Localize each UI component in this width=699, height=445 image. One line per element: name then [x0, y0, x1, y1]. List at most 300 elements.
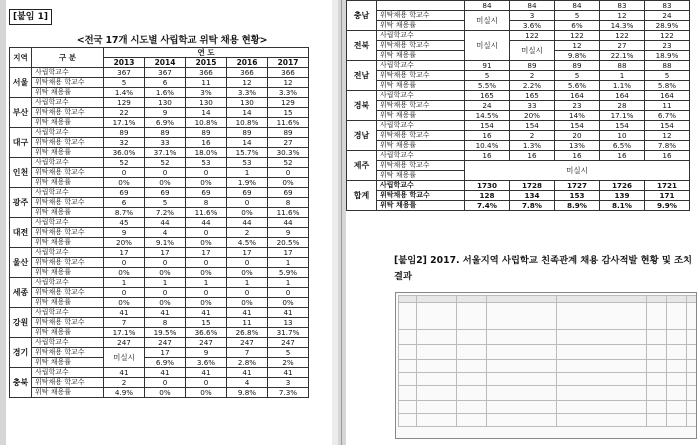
value-cell: 33	[145, 138, 186, 148]
thumbnail-cell	[687, 386, 697, 401]
value-cell: 32	[104, 138, 145, 148]
thumbnail-cell	[487, 386, 557, 401]
value-cell: 366	[186, 68, 227, 78]
table-row	[347, 181, 690, 191]
value-cell: 6%	[555, 21, 600, 31]
thumbnail-cell	[417, 330, 457, 345]
value-cell: 17.1%	[104, 118, 145, 128]
value-cell: 84	[465, 1, 510, 11]
value-cell: 6.9%	[145, 358, 186, 368]
table-row	[347, 141, 690, 151]
value-cell: 0	[186, 288, 227, 298]
value-cell: 9.8%	[227, 388, 268, 398]
table-row	[10, 98, 309, 108]
value-cell: 30.3%	[268, 148, 309, 158]
table-row	[10, 228, 309, 238]
value-cell: 52	[268, 158, 309, 168]
category-cell: 위탁채용 학교수	[32, 138, 104, 148]
category-cell: 사립학교수	[377, 151, 465, 161]
table-row	[10, 188, 309, 198]
value-cell: 15	[186, 318, 227, 328]
category-cell: 위탁채용 학교수	[32, 318, 104, 328]
value-cell: 154	[645, 121, 690, 131]
thumbnail-cell	[487, 401, 557, 414]
value-cell: 0%	[227, 268, 268, 278]
value-cell: 16	[465, 151, 510, 161]
value-cell: 10.8%	[227, 118, 268, 128]
value-cell: 1728	[510, 181, 555, 191]
category-cell: 사립학교수	[32, 158, 104, 168]
category-cell: 사립학교수	[32, 188, 104, 198]
thumbnail-cell	[399, 330, 417, 345]
value-cell: 22.1%	[600, 51, 645, 61]
value-cell: 89	[555, 61, 600, 71]
value-cell: 7.8%	[510, 201, 555, 211]
value-cell: 6.9%	[145, 118, 186, 128]
thumbnail-cell	[647, 401, 667, 414]
value-cell: 4.5%	[227, 238, 268, 248]
region-name: 경북	[347, 91, 377, 121]
value-cell: 4.9%	[104, 388, 145, 398]
value-cell: 0%	[268, 178, 309, 188]
value-cell: 10.4%	[465, 141, 510, 151]
not-implemented-cell: 미실시	[510, 41, 555, 61]
value-cell: 165	[510, 91, 555, 101]
document-title: <전국 17개 시도별 사립학교 위탁 채용 현황>	[76, 35, 268, 46]
table-row	[347, 71, 690, 81]
value-cell: 5	[645, 71, 690, 81]
thumbnail-cell	[557, 401, 647, 414]
value-cell: 9	[104, 228, 145, 238]
thumbnail-cell	[457, 360, 487, 373]
thumbnail-cell	[557, 345, 647, 360]
value-cell: 18.9%	[645, 51, 690, 61]
value-cell: 0	[186, 378, 227, 388]
region-name: 울산	[10, 248, 32, 278]
thumbnail-cell	[399, 303, 417, 330]
thumbnail-cell	[697, 296, 698, 303]
thumbnail-cell	[399, 414, 417, 427]
value-cell: 83	[645, 1, 690, 11]
value-cell: 130	[227, 98, 268, 108]
table-row	[10, 68, 309, 78]
thumbnail-cell	[697, 360, 698, 373]
value-cell: 3%	[186, 88, 227, 98]
category-cell: 사립학교수	[32, 218, 104, 228]
thumbnail-cell	[687, 345, 697, 360]
category-cell: 사립학교수	[32, 368, 104, 378]
table-row	[10, 348, 309, 358]
value-cell: 19.5%	[145, 328, 186, 338]
value-cell: 1	[186, 278, 227, 288]
value-cell: 366	[227, 68, 268, 78]
thumbnail-cell	[557, 330, 647, 345]
value-cell: 1727	[555, 181, 600, 191]
value-cell: 2	[510, 131, 555, 141]
thumbnail-cell	[457, 414, 487, 427]
value-cell: 367	[104, 68, 145, 78]
value-cell: 11	[645, 101, 690, 111]
value-cell: 1	[268, 258, 309, 268]
thumbnail-cell	[457, 303, 487, 330]
year-header: 2013	[104, 58, 145, 68]
value-cell: 9.8%	[555, 51, 600, 61]
value-cell: 1721	[645, 181, 690, 191]
value-cell: 41	[104, 308, 145, 318]
category-cell: 사립학교수	[377, 181, 465, 191]
value-cell: 17.1%	[600, 111, 645, 121]
value-cell: 0%	[186, 298, 227, 308]
value-cell: 0	[186, 258, 227, 268]
value-cell: 12	[268, 78, 309, 88]
thumbnail-cell	[697, 345, 698, 360]
value-cell: 0	[268, 168, 309, 178]
thumbnail-cell	[687, 303, 697, 330]
category-cell: 위탁채용 학교수	[377, 11, 465, 21]
value-cell: 16	[600, 151, 645, 161]
value-cell: 4	[145, 228, 186, 238]
value-cell: 8	[268, 198, 309, 208]
value-cell: 247	[145, 338, 186, 348]
value-cell: 7.8%	[645, 141, 690, 151]
value-cell: 28	[600, 101, 645, 111]
table-row	[10, 148, 309, 158]
audit-results-thumbnail	[398, 295, 697, 427]
value-cell: 13	[268, 318, 309, 328]
value-cell: 12	[645, 131, 690, 141]
value-cell: 5.6%	[555, 81, 600, 91]
value-cell: 9	[186, 348, 227, 358]
value-cell: 89	[268, 128, 309, 138]
region-name: 대구	[10, 128, 32, 158]
value-cell: 52	[145, 158, 186, 168]
value-cell: 26.8%	[227, 328, 268, 338]
value-cell: 0	[104, 288, 145, 298]
value-cell: 247	[227, 338, 268, 348]
value-cell: 27	[268, 138, 309, 148]
value-cell: 41	[104, 368, 145, 378]
value-cell: 164	[645, 91, 690, 101]
value-cell: 41	[227, 368, 268, 378]
thumbnail-cell	[687, 360, 697, 373]
thumbnail-cell	[399, 386, 417, 401]
value-cell: 0	[104, 258, 145, 268]
value-cell: 1730	[465, 181, 510, 191]
category-cell: 위탁채용 학교수	[32, 168, 104, 178]
thumbnail-cell	[487, 330, 557, 345]
category-cell: 위탁채용 학교수	[377, 101, 465, 111]
category-cell	[377, 1, 465, 11]
value-cell: 16	[510, 151, 555, 161]
value-cell: 0	[227, 198, 268, 208]
value-cell: 9.1%	[145, 238, 186, 248]
value-cell: 0	[145, 288, 186, 298]
region-name: 광주	[10, 188, 32, 218]
value-cell: 16	[645, 151, 690, 161]
value-cell: 14.3%	[600, 21, 645, 31]
value-cell: 247	[104, 338, 145, 348]
thumbnail-cell	[667, 345, 687, 360]
thumbnail-cell	[697, 330, 698, 345]
thumbnail-cell	[457, 386, 487, 401]
table-row	[10, 138, 309, 148]
value-cell: 8.7%	[104, 208, 145, 218]
thumbnail-cell	[647, 303, 667, 330]
category-cell: 사립학교수	[32, 128, 104, 138]
value-cell: 69	[104, 188, 145, 198]
region-name: 경남	[347, 121, 377, 151]
value-cell: 12	[555, 41, 600, 51]
thumbnail-cell	[417, 360, 457, 373]
year-header: 2016	[227, 58, 268, 68]
table-row	[347, 1, 690, 11]
table-row	[10, 268, 309, 278]
value-cell: 154	[510, 121, 555, 131]
category-cell: 위탁 채용률	[32, 208, 104, 218]
value-cell: 20%	[510, 111, 555, 121]
category-cell: 위탁채용 학교수	[377, 161, 465, 171]
thumbnail-cell	[417, 345, 457, 360]
value-cell: 0%	[268, 298, 309, 308]
value-cell: 17.1%	[104, 328, 145, 338]
category-cell: 위탁 채용률	[32, 238, 104, 248]
value-cell: 5.9%	[268, 268, 309, 278]
category-cell: 위탁채용 학교수	[377, 191, 465, 201]
table-row	[10, 318, 309, 328]
value-cell: 1	[227, 278, 268, 288]
table-row	[10, 208, 309, 218]
thumbnail-cell	[647, 360, 667, 373]
thumbnail-cell	[557, 386, 647, 401]
value-cell: 14.5%	[465, 111, 510, 121]
table-row	[347, 131, 690, 141]
region-name: 충남	[347, 1, 377, 31]
value-cell: 3.6%	[510, 21, 555, 31]
thumbnail-cell	[697, 386, 698, 401]
thumbnail-cell	[487, 296, 557, 303]
value-cell: 154	[600, 121, 645, 131]
value-cell: 5	[555, 71, 600, 81]
value-cell: 91	[465, 61, 510, 71]
value-cell: 11	[186, 78, 227, 88]
thumbnail-cell	[647, 345, 667, 360]
table-row	[347, 111, 690, 121]
thumbnail-cell	[687, 401, 697, 414]
thumbnail-cell	[667, 330, 687, 345]
value-cell: 6.7%	[645, 111, 690, 121]
value-cell: 0%	[145, 268, 186, 278]
table-row	[10, 178, 309, 188]
page-divider	[341, 0, 342, 445]
thumbnail-cell	[557, 360, 647, 373]
thumbnail-cell	[697, 373, 698, 386]
recruitment-status-table	[9, 47, 309, 398]
value-cell: 15.7%	[227, 148, 268, 158]
thumbnail-cell	[457, 296, 487, 303]
table-row	[10, 308, 309, 318]
value-cell: 69	[186, 188, 227, 198]
region-name: 강원	[10, 308, 32, 338]
category-cell: 사립학교수	[32, 338, 104, 348]
thumbnail-cell	[399, 360, 417, 373]
value-cell: 0%	[186, 178, 227, 188]
table-row	[10, 198, 309, 208]
value-cell: 0	[186, 168, 227, 178]
category-cell: 위탁 채용률	[32, 328, 104, 338]
thumbnail-cell	[687, 373, 697, 386]
not-implemented-cell: 미실시	[465, 161, 690, 181]
value-cell: 14%	[555, 111, 600, 121]
value-cell: 0%	[104, 298, 145, 308]
value-cell: 15	[268, 108, 309, 118]
table-row	[347, 81, 690, 91]
value-cell: 11.6%	[268, 118, 309, 128]
thumbnail-cell	[417, 401, 457, 414]
value-cell: 0	[145, 258, 186, 268]
thumbnail-cell	[647, 330, 667, 345]
thumbnail-cell	[647, 386, 667, 401]
thumbnail-cell	[457, 401, 487, 414]
value-cell: 69	[268, 188, 309, 198]
region-name: 충북	[10, 368, 32, 398]
value-cell: 1.1%	[600, 81, 645, 91]
thumbnail-cell	[417, 296, 457, 303]
value-cell: 89	[186, 128, 227, 138]
category-cell: 위탁 채용률	[32, 268, 104, 278]
value-cell: 0%	[145, 178, 186, 188]
table-row	[10, 288, 309, 298]
category-cell: 위탁 채용률	[377, 171, 465, 181]
category-cell: 사립학교수	[32, 98, 104, 108]
value-cell: 88	[645, 61, 690, 71]
value-cell: 41	[268, 368, 309, 378]
category-cell: 위탁 채용률	[32, 178, 104, 188]
not-implemented-cell: 미실시	[104, 348, 145, 368]
value-cell: 165	[465, 91, 510, 101]
value-cell: 89	[227, 128, 268, 138]
value-cell: 3.3%	[268, 88, 309, 98]
thumbnail-cell	[399, 345, 417, 360]
region-name: 부산	[10, 98, 32, 128]
value-cell: 129	[104, 98, 145, 108]
thumbnail-cell	[667, 414, 687, 427]
value-cell: 10	[600, 131, 645, 141]
value-cell: 13%	[555, 141, 600, 151]
value-cell: 53	[186, 158, 227, 168]
category-cell: 위탁 채용률	[32, 118, 104, 128]
category-cell: 사립학교수	[377, 91, 465, 101]
value-cell: 3.6%	[186, 358, 227, 368]
category-cell: 위탁 채용률	[32, 148, 104, 158]
thumbnail-cell	[399, 373, 417, 386]
not-implemented-cell: 미실시	[465, 11, 510, 31]
thumbnail-cell	[417, 414, 457, 427]
value-cell: 0%	[227, 298, 268, 308]
value-cell: 247	[186, 338, 227, 348]
category-cell: 위탁 채용률	[377, 81, 465, 91]
thumbnail-cell	[697, 303, 698, 330]
value-cell: 31.7%	[268, 328, 309, 338]
value-cell: 7.3%	[268, 388, 309, 398]
category-cell: 위탁채용 학교수	[32, 228, 104, 238]
value-cell: 83	[600, 1, 645, 11]
thumbnail-cell	[647, 373, 667, 386]
value-cell: 17	[227, 248, 268, 258]
value-cell: 52	[104, 158, 145, 168]
region-name: 합계	[347, 181, 377, 211]
value-cell: 164	[555, 91, 600, 101]
value-cell: 23	[555, 101, 600, 111]
value-cell: 0%	[104, 268, 145, 278]
value-cell: 0	[227, 258, 268, 268]
region-name: 서울	[10, 68, 32, 98]
value-cell: 17	[268, 248, 309, 258]
table-row	[347, 91, 690, 101]
value-cell: 1	[104, 278, 145, 288]
category-cell: 위탁 채용률	[377, 21, 465, 31]
value-cell: 247	[268, 338, 309, 348]
audit-results-table-image	[395, 292, 697, 439]
thumbnail-cell	[667, 296, 687, 303]
value-cell: 11	[227, 318, 268, 328]
table-row	[10, 258, 309, 268]
value-cell: 5	[465, 71, 510, 81]
thumbnail-cell	[687, 330, 697, 345]
value-cell: 6.5%	[600, 141, 645, 151]
value-cell: 44	[227, 218, 268, 228]
value-cell: 9.9%	[645, 201, 690, 211]
table-row	[347, 191, 690, 201]
category-cell: 위탁채용 학교수	[377, 131, 465, 141]
year-header: 2017	[268, 58, 309, 68]
value-cell: 0	[227, 288, 268, 298]
value-cell: 53	[227, 158, 268, 168]
value-cell: 0%	[186, 268, 227, 278]
value-cell: 17	[104, 248, 145, 258]
value-cell: 17	[186, 248, 227, 258]
value-cell: 0%	[186, 388, 227, 398]
value-cell: 2	[104, 378, 145, 388]
value-cell: 2.8%	[227, 358, 268, 368]
left-document-page	[6, 0, 338, 445]
value-cell: 17	[145, 248, 186, 258]
value-cell: 20%	[104, 238, 145, 248]
value-cell: 1.6%	[145, 88, 186, 98]
value-cell: 17	[145, 348, 186, 358]
value-cell: 122	[600, 31, 645, 41]
annex-1-label: [붙임 1]	[9, 9, 52, 25]
thumbnail-cell	[667, 373, 687, 386]
value-cell: 1	[227, 168, 268, 178]
value-cell: 11.6%	[268, 208, 309, 218]
value-cell: 10.8%	[186, 118, 227, 128]
table-row	[10, 378, 309, 388]
value-cell: 2	[227, 228, 268, 238]
value-cell: 69	[227, 188, 268, 198]
value-cell: 88	[600, 61, 645, 71]
value-cell: 5.5%	[465, 81, 510, 91]
thumbnail-cell	[557, 296, 647, 303]
region-name: 인천	[10, 158, 32, 188]
thumbnail-cell	[417, 386, 457, 401]
value-cell: 5	[268, 348, 309, 358]
value-cell: 0%	[145, 388, 186, 398]
value-cell: 89	[145, 128, 186, 138]
value-cell: 122	[510, 31, 555, 41]
category-cell: 위탁 채용률	[32, 88, 104, 98]
region-name: 경기	[10, 338, 32, 368]
category-cell: 위탁채용 학교수	[32, 198, 104, 208]
